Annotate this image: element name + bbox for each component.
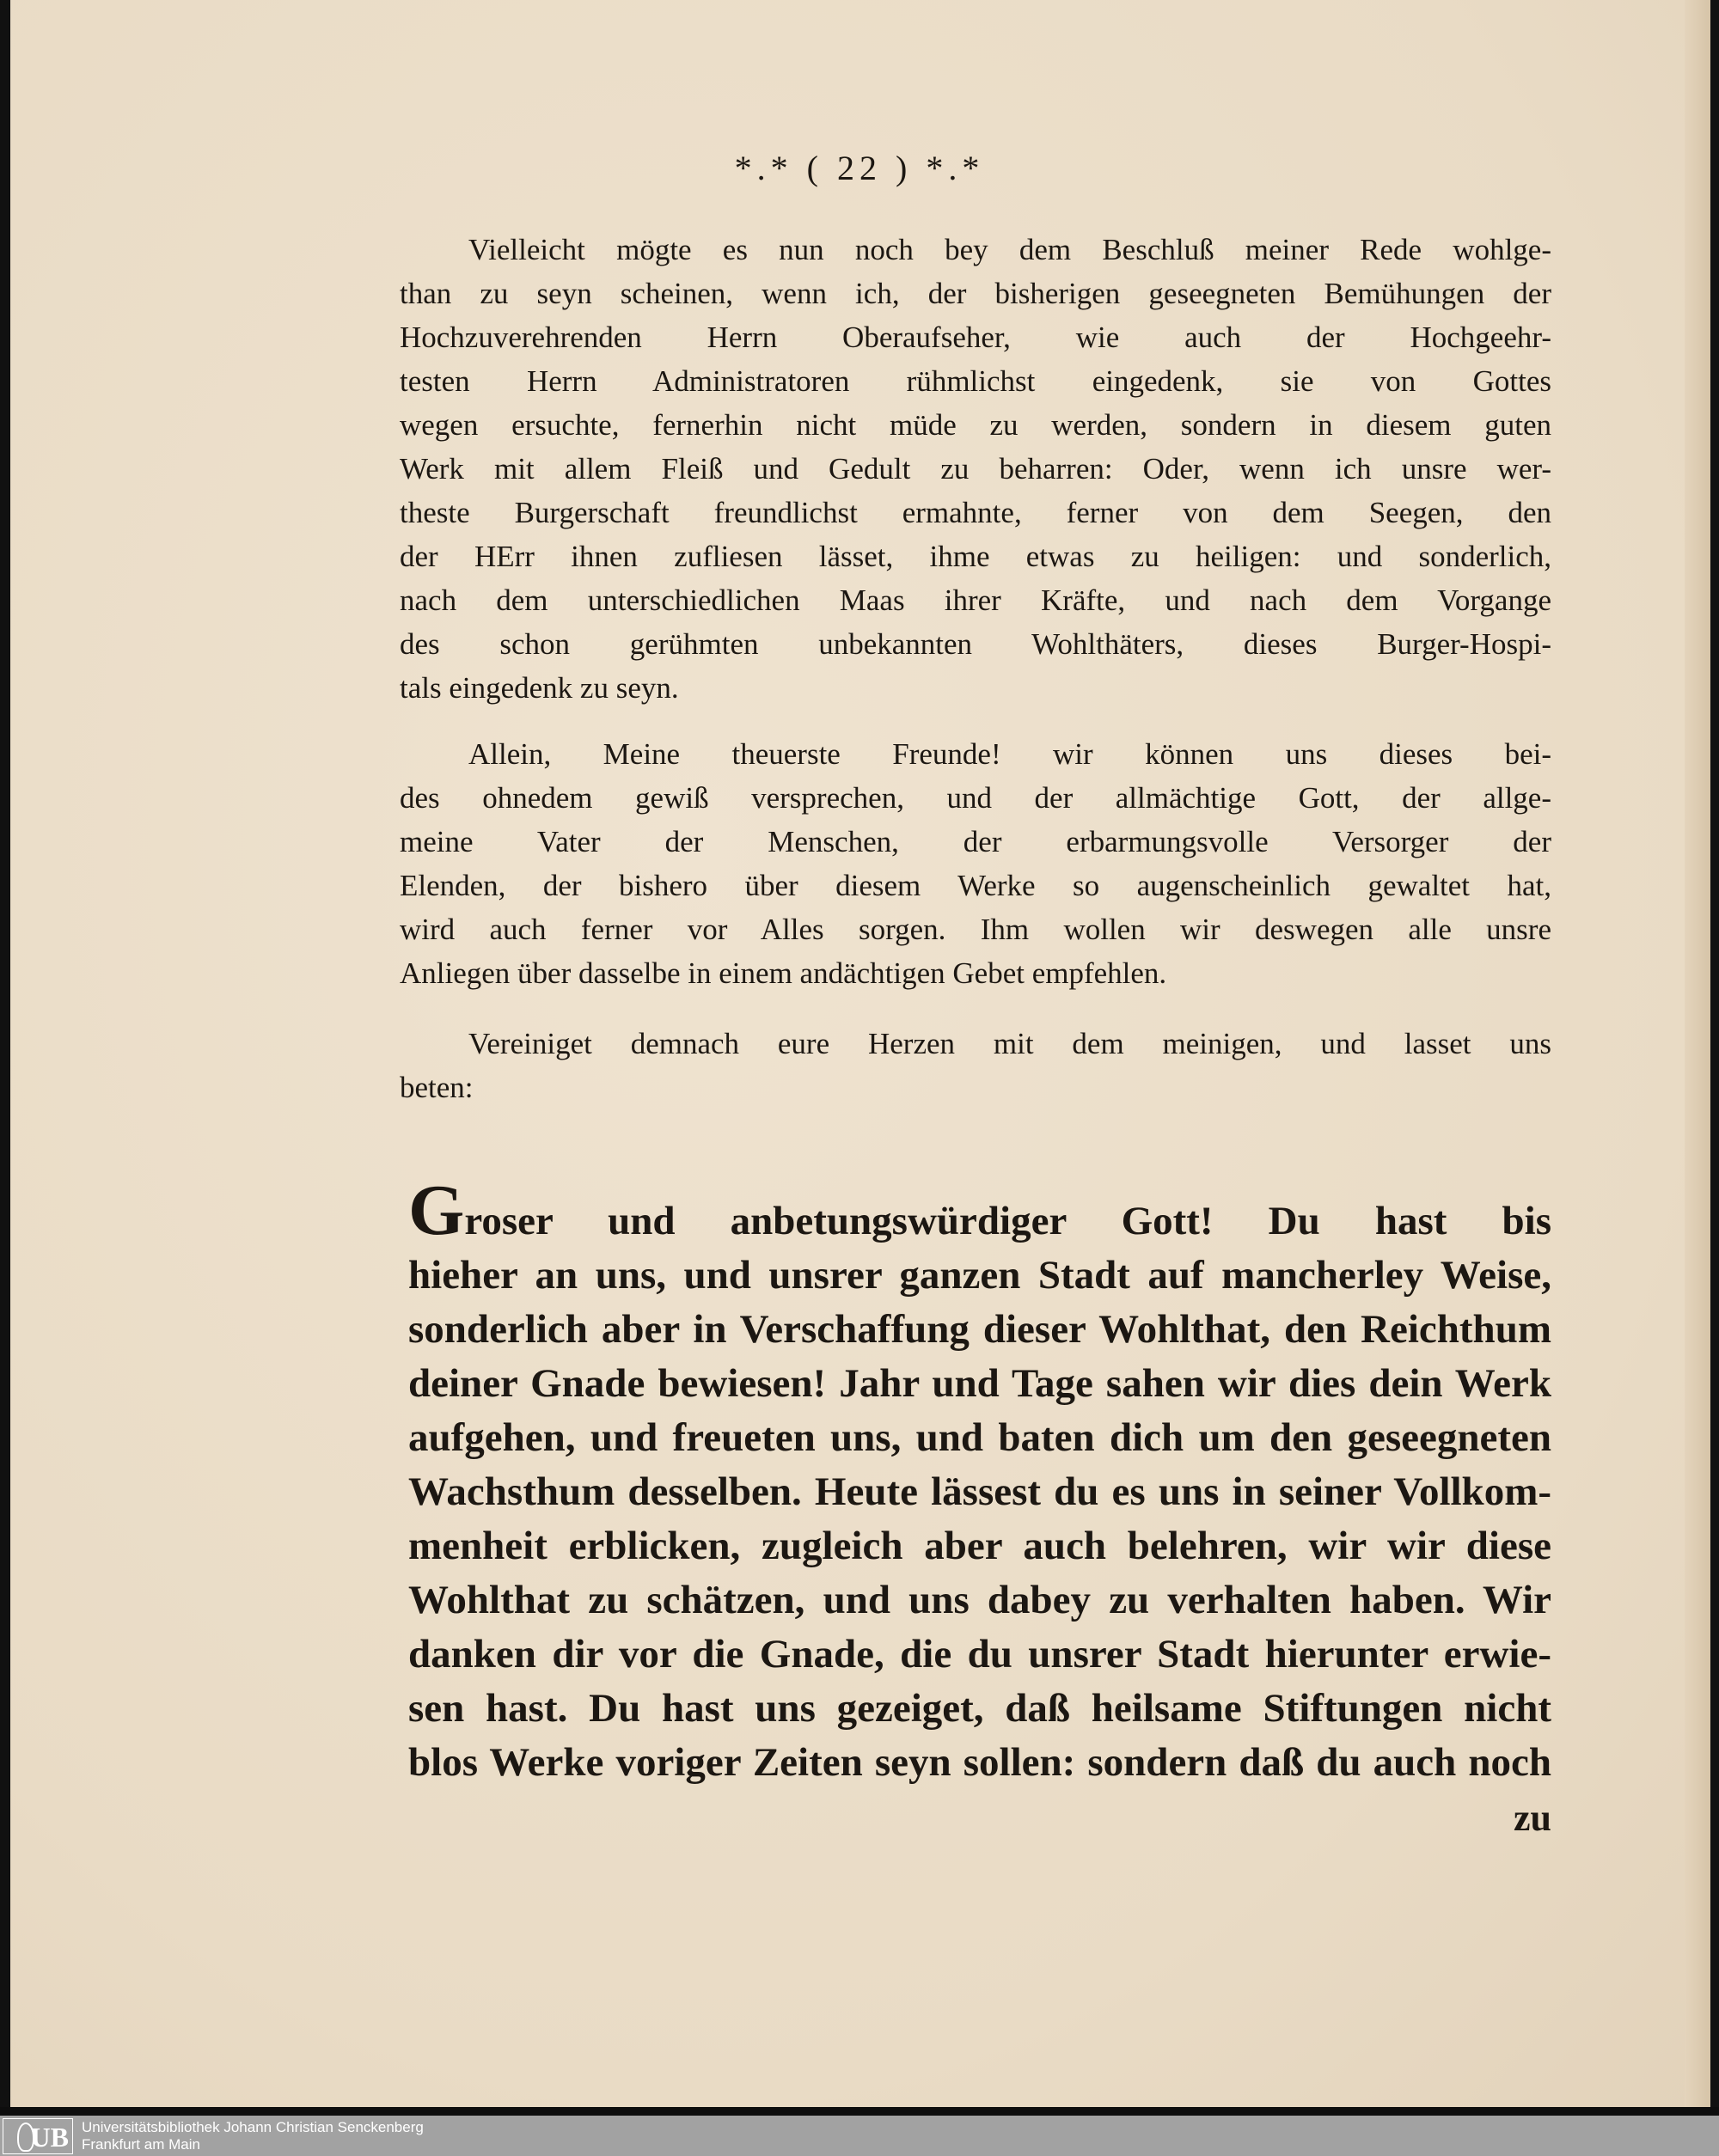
text-line: sonderlich aber in Verschaffung dieser Wohlthat, den Reichthum [408,1307,1551,1352]
page-edge [1685,0,1710,2107]
paragraph-3 [400,1022,1551,1109]
text-line: testen Herrn Administratoren rühmlichst eingedenk, sie von Gottes [400,364,1551,398]
text-line: sen hast. Du hast uns gezeiget, daß heilsame Stiftungen nicht [408,1686,1551,1731]
text-line [408,1170,1551,1250]
text-line: der HErr ihnen zufliesen lässet, ihme etwas zu heiligen: und sonderlich, [400,540,1551,573]
text-line: nach dem unterschiedlichen Maas ihrer Kräfte, und nach dem Vorgange [400,583,1551,617]
page-number: ( 22 ) [806,149,913,187]
text-line: theste Burgerschaft freundlichst ermahnte, ferner von dem Seegen, den [400,496,1551,529]
text-line: Wachsthum desselben. Heute lässest du es uns in seiner Vollkom- [408,1469,1551,1514]
text-line: meine Vater der Menschen, der erbarmungsvolle Versorger der [400,825,1551,858]
text-line-rest: roser und anbetungswürdiger Gott! Du hast bis [464,1199,1551,1243]
text-line: Vereiniget demnach eure Herzen mit dem meinigen, und lasset uns [468,1027,1551,1060]
library-footer [0,2116,1719,2156]
scan-background [0,2107,1719,2116]
text-line: deiner Gnade bewiesen! Jahr und Tage sahen wir dies dein Werk [408,1361,1551,1406]
ornament-right: *.* [926,149,985,187]
text-line: danken dir vor die Gnade, die du unsrer Stadt hierunter erwie- [408,1632,1551,1677]
text-line: Anliegen über dasselbe in einem andächtigen Gebet empfehlen. [400,956,1167,990]
institution-name: Universitätsbibliothek Johann Christian Senckenberg [82,2119,424,2135]
logo-text: UB [30,2122,69,2153]
paragraph-2 [400,732,1551,995]
text-line: Wohlthat zu schätzen, und uns dabey zu verhalten haben. Wir [408,1578,1551,1622]
text-line: Werk mit allem Fleiß und Gedult zu beharren: Oder, wenn ich unsre wer- [400,452,1551,486]
text-line: blos Werke voriger Zeiten seyn sollen: sondern daß du auch noch [408,1740,1551,1785]
prayer [408,1170,1551,1790]
ornament-left: *.* [734,149,793,187]
text-line: des schon gerühmten unbekannten Wohlthäters, dieses Burger-Hospi- [400,627,1551,661]
catchword: zu [1514,1797,1551,1839]
text-line: wird auch ferner vor Alles sorgen. Ihm wollen wir deswegen alle unsre [400,913,1551,946]
text-line: aufgehen, und freueten uns, und baten dich um den geseegneten [408,1415,1551,1460]
text-line: hieher an uns, und unsrer ganzen Stadt auf mancherley Weise, [408,1253,1551,1298]
paragraph-1 [400,228,1551,710]
text-line: des ohnedem gewiß versprechen, und der allmächtige Gott, der allge- [400,781,1551,815]
drop-cap: G [408,1170,465,1250]
text-line: tals eingedenk zu seyn. [400,671,679,705]
institution-location: Frankfurt am Main [82,2136,200,2153]
library-logo [3,2118,73,2154]
text-line: Vielleicht mögte es nun noch bey dem Beschluß meiner Rede wohlge- [468,233,1551,266]
text-line: beten: [400,1071,474,1104]
page-header [0,148,1719,188]
text-line: than zu seyn scheinen, wenn ich, der bisherigen geseegneten Bemühungen der [400,277,1551,310]
text-line: menheit erblicken, zugleich aber auch belehren, wir wir diese [408,1524,1551,1568]
text-line: Allein, Meine theuerste Freunde! wir können uns dieses bei- [468,737,1551,771]
text-line: Elenden, der bishero über diesem Werke so augenscheinlich gewaltet hat, [400,869,1551,902]
text-line: wegen ersuchte, fernerhin nicht müde zu werden, sondern in diesem guten [400,408,1551,442]
text-line: Hochzuverehrenden Herrn Oberaufseher, wie auch der Hochgeehr- [400,321,1551,354]
